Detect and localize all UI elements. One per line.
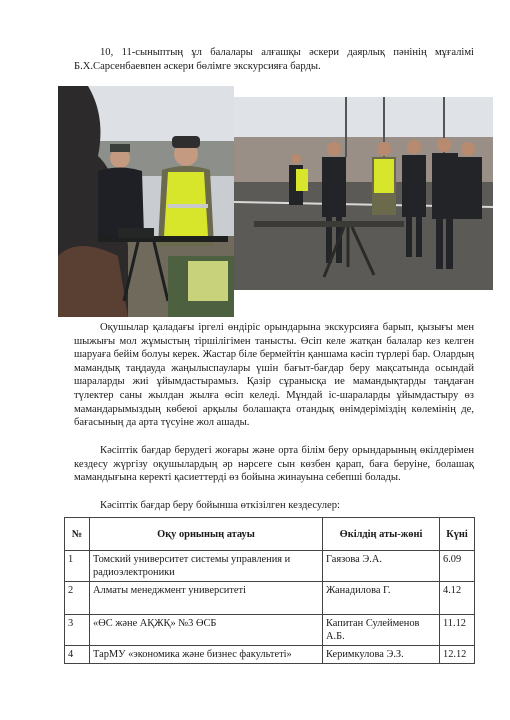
column-header-number: № <box>65 518 90 551</box>
table-row <box>65 646 475 664</box>
paragraph-career-guidance: Кәсіптік бағдар берудегі жоғары және орта білім беру орындарының өкілдерімен кездесу жүргізу оқушылардың әр нәрсеге сын көзбен қарап, баға беруіне, болашақ мамандығына керекті қасиеттерді өз бойына жинауына себепші болады. <box>74 445 474 484</box>
representative-name: Гаязова Э.А. <box>323 551 440 582</box>
left-photo <box>58 86 234 317</box>
paragraph-excursion: Оқушылар қаладағы іргелі өндіріс орындарына экскурсияға барып, қызығы мен шыжығы мол жұмыстың тіршілігімен танысты. Өсіп келе жатқан балалар кез келген шаруаға бейім болуы керек. Жастар біле бермейтін қаншама кәсіп түрлері бар. Олардың мамандық таңдауда жаңылыспаулары үшін бағыт-бағдар беру мақсатында осындай шараларды жиі ұйымдастырамыз. Қазір сұранысқа ие мамандықтарды таңдаған түлектер саны жылдан жылға өсіп келеді. Мұндай іс-шараларды ұйымдастыру өз мамандарымыздың көбеюі арқылы болашақта отандық өнімдеріміздің көлемінің де, бағасының да арта түсуіне жол ашады. <box>74 322 474 429</box>
table-row <box>65 582 475 615</box>
institution-name: Алматы менеджмент университеті <box>90 582 323 615</box>
table-header-row <box>65 518 475 551</box>
meeting-date: 6.09 <box>440 551 475 582</box>
institution-name: «ӨС және АҚЖҚ» №3 ӨСБ <box>90 615 323 646</box>
representative-name: Керимкулова Э.З. <box>323 646 440 664</box>
column-header-institution: Оқу орнының атауы <box>90 518 323 551</box>
table-row <box>65 551 475 582</box>
meetings-table <box>64 517 475 664</box>
right-photo <box>234 97 493 290</box>
institution-name: ТарМУ «экономика және бизнес факультеті» <box>90 646 323 664</box>
meeting-date: 12.12 <box>440 646 475 664</box>
soldiers-with-machine-gun-photo <box>58 86 234 317</box>
column-header-representative: Өкілдің аты-жөні <box>323 518 440 551</box>
representative-name: Жанадилова Г. <box>323 582 440 615</box>
row-number: 1 <box>65 551 90 582</box>
row-number: 4 <box>65 646 90 664</box>
meeting-date: 11.12 <box>440 615 475 646</box>
students-at-military-unit-photo <box>234 97 493 290</box>
table-row <box>65 615 475 646</box>
lead-paragraph: 10, 11-сыныптың ұл балалары алғашқы әскери даярлық пәнінің мұғалімі Б.Х.Сарсенбаевпен әскери бөлімге экскурсияға барды. <box>74 47 474 72</box>
representative-name: Капитан Сулейменов А.Б. <box>323 615 440 646</box>
row-number: 3 <box>65 615 90 646</box>
table-caption: Кәсіптік бағдар беру бойынша өткізілген кездесулер: <box>100 500 340 511</box>
institution-name: Томский университет системы управления и радиоэлектроники <box>90 551 323 582</box>
column-header-date: Күні <box>440 518 475 551</box>
row-number: 2 <box>65 582 90 615</box>
meeting-date: 4.12 <box>440 582 475 615</box>
